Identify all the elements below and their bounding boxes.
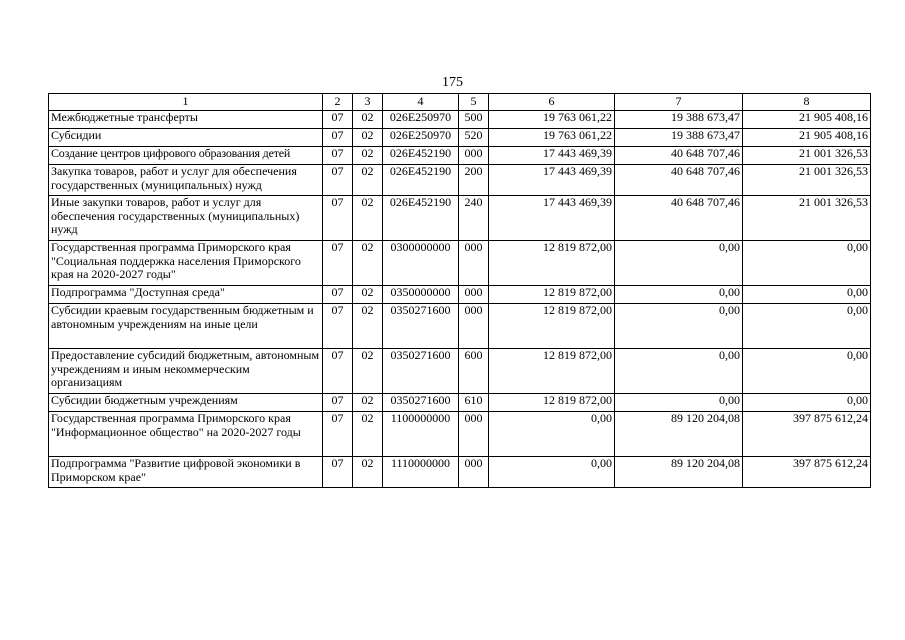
- cell-c5: 600: [459, 349, 489, 394]
- cell-c4: 026E452190: [383, 147, 459, 165]
- cell-c4: 026E452190: [383, 165, 459, 196]
- cell-v7: 0,00: [615, 304, 743, 349]
- cell-c5: 000: [459, 457, 489, 488]
- cell-c3: 02: [353, 165, 383, 196]
- cell-v8: 0,00: [743, 394, 871, 412]
- cell-c4: 026E452190: [383, 196, 459, 241]
- cell-c5: 500: [459, 111, 489, 129]
- cell-c2: 07: [323, 129, 353, 147]
- cell-c3: 02: [353, 457, 383, 488]
- cell-c4: 0350271600: [383, 394, 459, 412]
- cell-c5: 000: [459, 412, 489, 457]
- cell-c2: 07: [323, 394, 353, 412]
- table-row: [49, 394, 871, 412]
- row-name: Субсидии краевым государственным бюджетным и автономным учреждениям на иные цели: [49, 304, 323, 349]
- table-row: [49, 241, 871, 286]
- cell-v6: 12 819 872,00: [489, 286, 615, 304]
- table-row: [49, 349, 871, 394]
- cell-v8: 21 001 326,53: [743, 196, 871, 241]
- cell-v7: 0,00: [615, 241, 743, 286]
- cell-v6: 0,00: [489, 457, 615, 488]
- cell-c3: 02: [353, 129, 383, 147]
- table-row: [49, 286, 871, 304]
- cell-c2: 07: [323, 349, 353, 394]
- cell-v7: 40 648 707,46: [615, 165, 743, 196]
- cell-v7: 19 388 673,47: [615, 111, 743, 129]
- row-name: Подпрограмма "Доступная среда": [49, 286, 323, 304]
- table-row: [49, 304, 871, 349]
- cell-c5: 000: [459, 241, 489, 286]
- column-header: 5: [459, 94, 489, 111]
- table-row: [49, 129, 871, 147]
- cell-c2: 07: [323, 196, 353, 241]
- cell-v6: 19 763 061,22: [489, 129, 615, 147]
- row-name: Субсидии бюджетным учреждениям: [49, 394, 323, 412]
- table-row: [49, 412, 871, 457]
- cell-c4: 026E250970: [383, 111, 459, 129]
- cell-v7: 40 648 707,46: [615, 196, 743, 241]
- cell-c3: 02: [353, 286, 383, 304]
- cell-v8: 21 905 408,16: [743, 111, 871, 129]
- cell-v8: 21 905 408,16: [743, 129, 871, 147]
- cell-v7: 0,00: [615, 286, 743, 304]
- cell-c3: 02: [353, 304, 383, 349]
- row-name: Государственная программа Приморского края "Информационное общество" на 2020-2027 годы: [49, 412, 323, 457]
- cell-v8: 0,00: [743, 286, 871, 304]
- cell-c2: 07: [323, 241, 353, 286]
- column-header: 4: [383, 94, 459, 111]
- cell-v8: 0,00: [743, 349, 871, 394]
- cell-v7: 19 388 673,47: [615, 129, 743, 147]
- cell-c2: 07: [323, 457, 353, 488]
- cell-c2: 07: [323, 286, 353, 304]
- cell-v6: 19 763 061,22: [489, 111, 615, 129]
- cell-c5: 610: [459, 394, 489, 412]
- cell-v6: 12 819 872,00: [489, 394, 615, 412]
- cell-v6: 0,00: [489, 412, 615, 457]
- cell-v8: 397 875 612,24: [743, 457, 871, 488]
- cell-c3: 02: [353, 111, 383, 129]
- cell-c3: 02: [353, 147, 383, 165]
- cell-v8: 0,00: [743, 241, 871, 286]
- cell-c3: 02: [353, 241, 383, 286]
- column-header: 1: [49, 94, 323, 111]
- cell-v7: 40 648 707,46: [615, 147, 743, 165]
- row-name: Создание центров цифрового образования детей: [49, 147, 323, 165]
- cell-v6: 12 819 872,00: [489, 241, 615, 286]
- column-header: 6: [489, 94, 615, 111]
- table-row: [49, 457, 871, 488]
- cell-c2: 07: [323, 304, 353, 349]
- cell-c2: 07: [323, 165, 353, 196]
- cell-v7: 0,00: [615, 349, 743, 394]
- cell-v7: 89 120 204,08: [615, 412, 743, 457]
- cell-c5: 000: [459, 304, 489, 349]
- cell-v6: 17 443 469,39: [489, 165, 615, 196]
- cell-v8: 21 001 326,53: [743, 147, 871, 165]
- cell-c2: 07: [323, 412, 353, 457]
- table-header-row: [49, 94, 871, 111]
- column-header: 7: [615, 94, 743, 111]
- budget-table: [48, 93, 871, 488]
- column-header: 2: [323, 94, 353, 111]
- row-name: Закупка товаров, работ и услуг для обеспечения государственных (муниципальных) нужд: [49, 165, 323, 196]
- row-name: Подпрограмма "Развитие цифровой экономики в Приморском крае": [49, 457, 323, 488]
- cell-c5: 000: [459, 286, 489, 304]
- cell-v8: 21 001 326,53: [743, 165, 871, 196]
- cell-c5: 520: [459, 129, 489, 147]
- row-name: Государственная программа Приморского края "Социальная поддержка населения Приморского края на 2020-2027 годы": [49, 241, 323, 286]
- cell-v7: 0,00: [615, 394, 743, 412]
- cell-v6: 12 819 872,00: [489, 304, 615, 349]
- cell-c5: 200: [459, 165, 489, 196]
- cell-c4: 026E250970: [383, 129, 459, 147]
- table-row: [49, 147, 871, 165]
- cell-c4: 1100000000: [383, 412, 459, 457]
- cell-c3: 02: [353, 412, 383, 457]
- cell-c3: 02: [353, 394, 383, 412]
- column-header: 8: [743, 94, 871, 111]
- cell-c5: 240: [459, 196, 489, 241]
- cell-c2: 07: [323, 147, 353, 165]
- row-name: Межбюджетные трансферты: [49, 111, 323, 129]
- cell-v6: 17 443 469,39: [489, 147, 615, 165]
- cell-c3: 02: [353, 349, 383, 394]
- cell-c4: 1110000000: [383, 457, 459, 488]
- page-number: 175: [442, 75, 463, 90]
- row-name: Иные закупки товаров, работ и услуг для обеспечения государственных (муниципальных) нужд: [49, 196, 323, 241]
- cell-c2: 07: [323, 111, 353, 129]
- cell-v7: 89 120 204,08: [615, 457, 743, 488]
- cell-c3: 02: [353, 196, 383, 241]
- cell-v8: 0,00: [743, 304, 871, 349]
- row-name: Субсидии: [49, 129, 323, 147]
- column-header: 3: [353, 94, 383, 111]
- table-row: [49, 196, 871, 241]
- cell-v6: 12 819 872,00: [489, 349, 615, 394]
- table-row: [49, 111, 871, 129]
- cell-v6: 17 443 469,39: [489, 196, 615, 241]
- cell-c4: 0350271600: [383, 304, 459, 349]
- cell-c5: 000: [459, 147, 489, 165]
- cell-c4: 0350271600: [383, 349, 459, 394]
- cell-c4: 0350000000: [383, 286, 459, 304]
- cell-v8: 397 875 612,24: [743, 412, 871, 457]
- table-row: [49, 165, 871, 196]
- cell-c4: 0300000000: [383, 241, 459, 286]
- row-name: Предоставление субсидий бюджетным, автономным учреждениям и иным некоммерческим организациям: [49, 349, 323, 394]
